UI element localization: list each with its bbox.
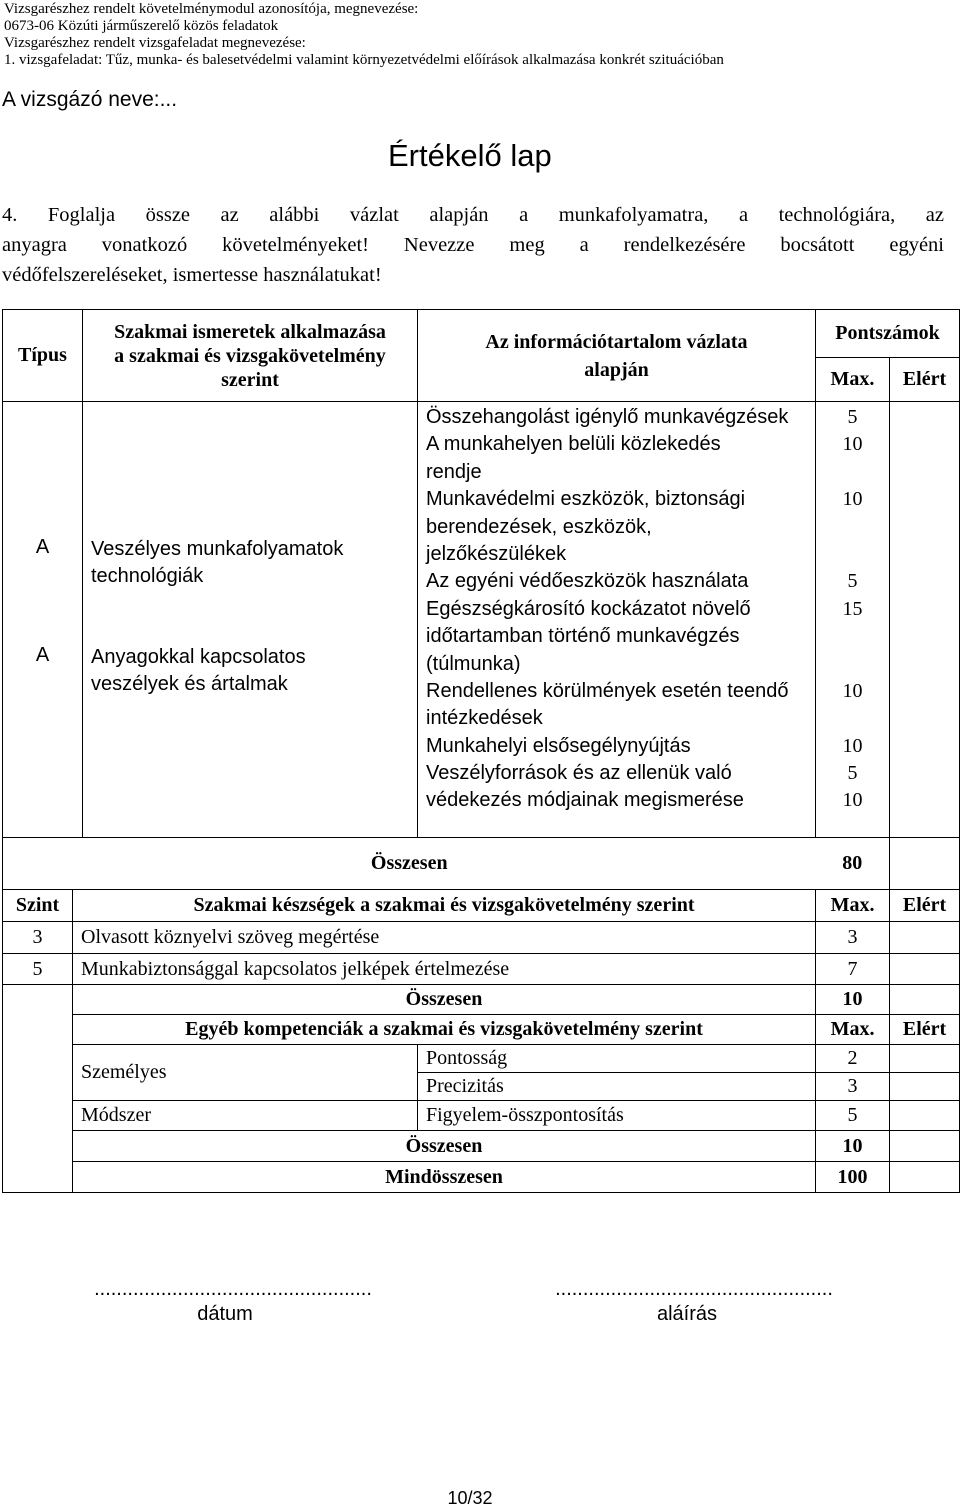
personal-label: Személyes (73, 1045, 418, 1101)
other-total-label: Összesen (73, 1131, 816, 1162)
total-achieved[interactable] (890, 838, 960, 890)
max-header: Max. (816, 358, 890, 402)
outline-header: Az információtartalom vázlata alapján (418, 310, 816, 402)
type-value: A (35, 536, 50, 558)
outline-line: berendezések, eszközök, (426, 515, 652, 538)
task-line: védőfelszereléseket, ismertesse használatukat! (2, 264, 382, 286)
topics-cell (83, 402, 418, 838)
signature-label: aláírás (656, 1303, 718, 1325)
outline-line: Munkavédelmi eszközök, biztonsági (426, 488, 746, 511)
max-point: 5 (847, 406, 858, 428)
signature-dots: .................................................. (555, 1278, 833, 1300)
other-total-max: 10 (816, 1131, 890, 1162)
knowledge-table (2, 309, 960, 890)
candidate-name-line: A vizsgázó neve:... (2, 88, 178, 111)
max-point (816, 459, 889, 486)
competence-max: 5 (816, 1101, 890, 1131)
other-achieved-header: Elért (890, 1015, 960, 1045)
outline-line: Egészségkárosító kockázatot növelő (426, 597, 751, 620)
max-point (816, 514, 889, 541)
skill-text: Munkabiztonsággal kapcsolatos jelképek értelmezése (73, 954, 816, 985)
outline-line: jelzőkészülékek (426, 542, 567, 565)
max-point: 10 (842, 488, 863, 511)
competence-achieved[interactable] (890, 1073, 960, 1101)
other-header: Egyéb kompetenciák a szakmai és vizsgakövetelmény szerint (73, 1015, 816, 1045)
competence-max: 3 (816, 1073, 890, 1101)
outline-line: védekezés módjainak megismerése (426, 789, 744, 812)
total-label: Összesen (3, 838, 816, 890)
max-point: 10 (842, 734, 863, 757)
type-value: A (35, 644, 50, 666)
page-title: Értékelő lap (388, 138, 552, 173)
module-name: 0673-06 Közúti járműszerelő közös feladatok (4, 18, 279, 34)
task-description (2, 200, 944, 290)
blank-cell (3, 1015, 73, 1193)
max-point: 10 (842, 433, 863, 456)
skills-header: Szakmai készségek a szakmai és vizsgakövetelmény szerint (73, 890, 816, 922)
skill-achieved[interactable] (890, 954, 960, 985)
competence-max: 2 (816, 1045, 890, 1073)
skill-achieved[interactable] (890, 922, 960, 954)
max-point (816, 541, 889, 568)
topic-item: Anyagokkal kapcsolatos veszélyek és ártalmak (91, 646, 306, 695)
points-header: Pontszámok (816, 310, 960, 358)
competence-text: Precizitás (418, 1073, 816, 1101)
outline-line: Rendellenes körülmények esetén teendő (426, 679, 789, 702)
other-total-achieved[interactable] (890, 1131, 960, 1162)
date-label: dátum (197, 1303, 253, 1325)
outline-line: Munkahelyi elsősegélynyújtás (426, 734, 691, 757)
task-line: 4. Foglalja össze az alábbi vázlat alapján a munkafolyamatra, a technológiára, az (2, 204, 944, 226)
skills-total-label: Összesen (73, 985, 816, 1015)
type-cell (3, 402, 83, 838)
competence-text: Figyelem-összpontosítás (418, 1101, 816, 1131)
grand-total-max: 100 (816, 1162, 890, 1193)
level-header: Szint (3, 890, 73, 922)
task-label: Vizsgarészhez rendelt vizsgafeladat megnevezése: (4, 35, 306, 51)
achieved-header: Elért (890, 358, 960, 402)
type-header: Típus (3, 310, 83, 402)
competence-text: Pontosság (418, 1045, 816, 1073)
task-line: anyagra vonatkozó követelményeket! Nevezze meg a rendelkezésére bocsátott egyéni (2, 234, 944, 256)
max-point: 5 (847, 570, 858, 593)
grand-total-achieved[interactable] (890, 1162, 960, 1193)
max-point (816, 705, 889, 732)
knowledge-header: Szakmai ismeretek alkalmazása a szakmai és vizsgakövetelmény szerint (83, 310, 418, 402)
skills-total-achieved[interactable] (890, 985, 960, 1015)
achieved-points-cell[interactable] (890, 402, 960, 838)
max-point (816, 651, 889, 678)
max-point: 5 (847, 762, 858, 785)
total-max: 80 (816, 838, 890, 890)
outline-line: A munkahelyen belüli közlekedés (426, 433, 721, 456)
other-max-header: Max. (816, 1015, 890, 1045)
skill-max: 3 (816, 922, 890, 954)
max-point: 15 (842, 597, 863, 620)
method-label: Módszer (73, 1101, 418, 1131)
skills-max-header: Max. (816, 890, 890, 922)
blank-cell (3, 985, 73, 1015)
max-point: 10 (842, 789, 863, 812)
outline-line: Összehangolást igénylő munkavégzések (426, 406, 789, 428)
skill-text: Olvasott köznyelvi szöveg megértése (73, 922, 816, 954)
skills-achieved-header: Elért (890, 890, 960, 922)
skills-table (2, 889, 960, 1193)
skill-level: 5 (3, 954, 73, 985)
competence-achieved[interactable] (890, 1101, 960, 1131)
outline-line: Az egyéni védőeszközök használata (426, 570, 749, 593)
outline-line: (túlmunka) (426, 652, 521, 675)
outline-line: időtartamban történő munkavégzés (426, 625, 740, 648)
max-points-cell (816, 402, 890, 838)
outline-cell (418, 402, 816, 838)
page-number: 10/32 (447, 1488, 493, 1508)
date-dots: .................................................. (94, 1278, 372, 1300)
max-point (816, 623, 889, 650)
topic-item: Veszélyes munkafolyamatok technológiák (91, 538, 344, 587)
outline-line: Veszélyforrások és az ellenük való (426, 762, 732, 785)
skills-total-max: 10 (816, 985, 890, 1015)
max-point: 10 (842, 679, 863, 702)
outline-line: intézkedések (426, 707, 543, 730)
skill-level: 3 (3, 922, 73, 954)
outline-line: rendje (426, 460, 482, 483)
task-name: 1. vizsgafeladat: Tűz, munka- és balesetvédelmi valamint környezetvédelmi előírások alkalmazása konkrét szituációban (4, 52, 724, 68)
grand-total-label: Mindösszesen (73, 1162, 816, 1193)
module-label: Vizsgarészhez rendelt követelménymodul azonosítója, megnevezése: (4, 1, 419, 17)
skill-max: 7 (816, 954, 890, 985)
competence-achieved[interactable] (890, 1045, 960, 1073)
